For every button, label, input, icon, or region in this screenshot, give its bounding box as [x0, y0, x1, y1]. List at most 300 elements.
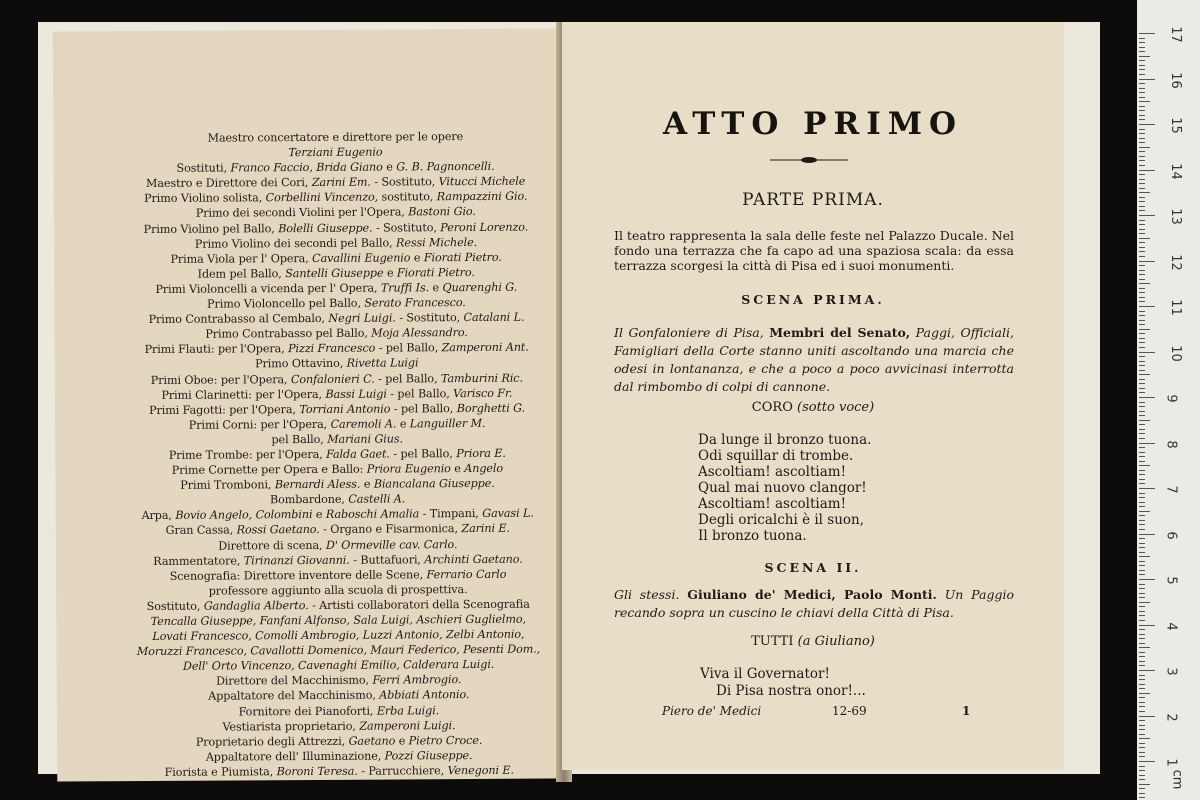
ruler-tick [1139, 320, 1145, 321]
text-run: Dell' Orto Vincenzo, Cavenaghi Emilio, Calderara Luigi. [182, 658, 495, 674]
ruler-tick [1139, 474, 1145, 475]
ruler-tick [1139, 656, 1145, 657]
text-run: Rammentatore, [153, 554, 244, 568]
left-page [53, 28, 568, 781]
ruler-tick [1139, 443, 1155, 444]
ruler-tick [1139, 634, 1145, 635]
text-run: Primi Clarinetti: per l'Opera, [161, 387, 326, 402]
verse-line: Viva il Governator! [700, 666, 830, 682]
ruler-tick [1139, 83, 1145, 84]
text-run: Prima Viola per l' Opera, [170, 251, 313, 266]
ruler-tick [1139, 220, 1145, 221]
ruler-number: 3 [1163, 667, 1179, 676]
verse-line: Odi squillar di trombe. [698, 448, 854, 464]
text-run: - pel Ballo, [386, 386, 454, 401]
ruler-tick [1139, 547, 1145, 548]
ruler-tick [1139, 797, 1145, 798]
ruler-tick [1139, 611, 1145, 612]
scene-heading-1: SCENA PRIMA. [741, 292, 885, 307]
text-run: Borghetti G. [456, 401, 526, 415]
text-run: pel Ballo, [271, 432, 328, 447]
text-run: Primi Tromboni, [180, 478, 275, 492]
ruler-tick [1139, 201, 1145, 202]
ruler-tick [1139, 283, 1150, 284]
ruler-tick [1139, 197, 1145, 198]
text-run: - pel Ballo, [374, 371, 442, 386]
credit-line [116, 279, 556, 297]
ruler-tick [1139, 124, 1155, 125]
tutti-verse [700, 666, 866, 700]
ruler-tick [1139, 397, 1155, 398]
ruler-number: 5 [1163, 576, 1179, 585]
text-run: Truffi Is. [380, 281, 430, 295]
text-run: Mariani Gius. [327, 432, 403, 446]
ruler-tick [1139, 675, 1145, 676]
ruler-tick [1139, 119, 1145, 120]
ruler-tick [1139, 106, 1145, 107]
ruler-tick [1139, 602, 1150, 603]
ruler-tick [1139, 215, 1155, 216]
credit-line [116, 249, 556, 267]
ruler-tick [1139, 156, 1145, 157]
ruler-number: 11 [1167, 299, 1183, 316]
ruler-tick [1139, 679, 1145, 680]
ruler-tick [1139, 210, 1145, 211]
ruler-number: 1 [1163, 758, 1179, 767]
ruler-tick [1139, 165, 1145, 166]
ruler-tick [1139, 188, 1145, 189]
scene-2-description [614, 586, 1014, 622]
ruler-tick [1139, 716, 1155, 717]
ruler-tick [1139, 224, 1145, 225]
ruler-tick [1139, 684, 1145, 685]
text-run: Bastoni Gio. [408, 205, 476, 219]
text-run: Primi Corni: per l'Opera, [188, 417, 331, 432]
credit-line [118, 521, 558, 539]
ruler-tick [1139, 379, 1145, 380]
ruler-tick [1139, 56, 1150, 57]
ruler-tick [1139, 392, 1145, 393]
ruler-tick [1139, 297, 1145, 298]
text-run: Gandaglia Alberto. [203, 598, 309, 613]
text-run: e [382, 160, 397, 174]
text-run: - Parrucchiere, [357, 764, 448, 778]
ruler-number: 16 [1167, 71, 1183, 89]
text-run: Angelo [464, 461, 504, 476]
ruler-tick [1139, 483, 1145, 484]
text-run: e [383, 266, 397, 280]
ruler-tick [1139, 788, 1145, 789]
ruler-tick [1139, 338, 1145, 339]
text-run: - Organo e Fisarmonica, [319, 522, 462, 537]
ruler-tick [1139, 665, 1145, 666]
ruler-tick [1139, 38, 1145, 39]
ruler-tick [1139, 524, 1145, 525]
ruler-tick [1139, 229, 1145, 230]
ruler-tick [1139, 233, 1145, 234]
text-run: Pizzi Francesco [288, 341, 376, 356]
ruler-tick [1139, 479, 1145, 480]
ruler-tick [1139, 133, 1145, 134]
ruler-tick [1139, 97, 1145, 98]
verse-line: Degli oricalchi è il suon, [698, 512, 865, 528]
text-run: Catalani L. [463, 310, 525, 325]
ruler-tick [1139, 725, 1145, 726]
ruler-tick [1139, 92, 1145, 93]
text-run: Vitucci Michele [438, 174, 526, 189]
ruler-tick [1139, 779, 1145, 780]
credit-line [117, 340, 557, 358]
ruler-tick [1139, 565, 1145, 566]
ruler-number: 12 [1167, 253, 1183, 271]
ruler-tick [1139, 129, 1145, 130]
text-run: Pozzi Giuseppe. [384, 748, 473, 763]
text-run: Bovio Angelo, Colombini [175, 508, 313, 523]
right-page [562, 22, 1064, 770]
scene-1-description [614, 324, 1014, 396]
text-run: Ferrario Carlo [426, 567, 507, 582]
credit-line [117, 476, 557, 494]
text-run: Fornitore dei Pianoforti, [238, 704, 377, 719]
text-run: Moruzzi Francesco, Cavallotti Domenico, Mauri Federico, Pesenti Dom., [136, 642, 541, 659]
text-run: Peroni Lorenzo. [440, 220, 529, 234]
ruler-tick [1139, 493, 1145, 494]
text-run: Sostituto, [146, 599, 204, 613]
ruler-tick [1139, 643, 1145, 644]
text-run: Primi Fagotti: per l'Opera, [149, 402, 300, 417]
act-title: ATTO PRIMO [662, 106, 964, 142]
ruler-tick [1139, 279, 1145, 280]
ruler-tick [1139, 761, 1155, 762]
ruler-tick [1139, 179, 1145, 180]
ruler-tick [1139, 720, 1145, 721]
credit-line [119, 762, 559, 780]
ruler-tick [1139, 520, 1145, 521]
text-run: Bassi Luigi [325, 387, 387, 401]
tutti-speaker: TUTTI (a Giuliano) [751, 634, 875, 649]
text-run: Primo Violino dei secondi pel Ballo, [194, 236, 397, 251]
ruler-number: 13 [1167, 208, 1183, 225]
ruler-tick [1139, 170, 1155, 171]
ruler-number: 10 [1167, 344, 1183, 362]
text-run: Fiorati Pietro. [423, 250, 502, 265]
ruler-tick [1139, 238, 1150, 239]
verse-line: Di Pisa nostra onor!... [716, 683, 866, 699]
ruler-tick [1139, 406, 1145, 407]
footer-sheet-number: 1 [962, 704, 971, 718]
text-run: - Artisti collaboratori della Scenografia [308, 597, 530, 612]
ruler-tick [1139, 324, 1145, 325]
text-run: Quarenghi G. [442, 280, 518, 295]
text-run: Proprietario degli Attrezzi, [195, 734, 349, 749]
ruler-tick [1139, 69, 1145, 70]
text-run: sostituto, [378, 190, 437, 204]
ruler-number: 15 [1167, 117, 1183, 134]
ruler-tick [1139, 438, 1145, 439]
text-run: Archinti Gaetano. [424, 552, 523, 566]
ruler-tick [1139, 570, 1145, 571]
text-run: Erba Luigi. [376, 703, 440, 718]
ruler-tick [1139, 265, 1145, 266]
text-run: Venegoni E. [447, 763, 514, 778]
ruler-tick [1139, 784, 1150, 785]
ruler-tick [1139, 306, 1155, 307]
text-run: Terziani Eugenio [288, 145, 383, 160]
text-run: Torriani Antonio [299, 402, 391, 416]
ruler-tick [1139, 370, 1145, 371]
ruler-tick [1139, 329, 1150, 330]
ruler-tick [1139, 706, 1145, 707]
text-run: Confalonieri C. [290, 372, 375, 386]
ruler-tick [1139, 110, 1145, 111]
text-run: Maestro e Direttore dei Cori, [145, 176, 312, 191]
text-run: Corbellini Vincenzo, [265, 190, 379, 205]
credit-line [118, 566, 558, 584]
ruler-tick [1139, 615, 1145, 616]
ruler-tick [1139, 693, 1150, 694]
ruler-tick [1139, 597, 1145, 598]
text-run: Appaltatore del Macchinismo, [208, 689, 380, 704]
ruler-tick [1139, 183, 1145, 184]
chorus-speaker: CORO (sotto voce) [751, 400, 875, 415]
ruler-tick [1139, 424, 1145, 425]
ruler-tick [1139, 511, 1150, 512]
ruler-number: 6 [1163, 530, 1179, 540]
text-run: Moja Alessandro. [371, 326, 468, 340]
text-run: Tencalla Giuseppe, Fanfani Alfonso, Sala Luigi, Aschieri Guglielmo, [150, 612, 526, 628]
ruler-tick [1139, 160, 1145, 161]
ruler-tick [1139, 356, 1145, 357]
ruler-tick [1139, 51, 1145, 52]
ruler-tick [1139, 506, 1145, 507]
ruler-tick [1139, 402, 1145, 403]
text-run: e [360, 477, 374, 491]
text-run: Rivetta Luigi [346, 356, 419, 371]
ruler-tick [1139, 538, 1145, 539]
text-run: Lovati Francesco, Comolli Ambrogio, Luzzi Antonio, Zelbi Antonio, [152, 627, 525, 644]
text-run: Zamperoni Luigi. [359, 718, 456, 733]
ruler-tick [1139, 670, 1155, 671]
ruler-number: 8 [1163, 439, 1179, 449]
text-run: Caremoli A. [330, 417, 397, 431]
text-run: e [395, 734, 409, 748]
ruler-tick [1139, 301, 1145, 302]
credit-line [117, 400, 557, 418]
ruler-tick [1139, 766, 1145, 767]
ruler-tick [1139, 352, 1155, 353]
text-run: Primo dei secondi Violini per l'Opera, [195, 205, 409, 221]
text-run: Un Paggio recando sopra un cuscino le chiavi della Città di Pisa. [614, 587, 1014, 620]
text-run: Primi Oboe: per l'Opera, [150, 372, 291, 387]
text-run: Serato Francesco. [364, 296, 466, 310]
text-run: Rampazzini Gio. [436, 190, 528, 204]
text-run: Biancalana Giuseppe. [373, 477, 495, 491]
text-run: Direttore di scena, [218, 538, 326, 553]
ruler-tick [1139, 147, 1150, 148]
ruler-tick [1139, 729, 1145, 730]
text-run: Pietro Croce. [408, 733, 483, 748]
ruler-tick [1139, 206, 1145, 207]
credits-list [115, 128, 559, 780]
text-run: Gavasi L. [482, 506, 534, 521]
ruler-tick [1139, 770, 1145, 771]
text-run: Primo Ottavino, [255, 357, 347, 371]
measuring-ruler [1137, 0, 1200, 800]
ruler-number: 2 [1163, 712, 1179, 722]
text-run: Rossi Gaetano. [236, 523, 320, 537]
credit-line [116, 310, 556, 328]
ruler-tick [1139, 543, 1145, 544]
ruler-tick [1139, 747, 1145, 748]
text-run: e [396, 417, 410, 431]
ruler-tick [1139, 552, 1145, 553]
text-run: Direttore del Macchinismo, [216, 673, 373, 688]
text-run: Fiorista e Piumista, [164, 765, 277, 779]
ruler-tick [1139, 738, 1150, 739]
text-run: Zarini Em. [311, 175, 371, 190]
text-run: Bombardone, [269, 493, 349, 507]
text-run [937, 587, 945, 602]
ruler-tick [1139, 593, 1145, 594]
ruler-tick [1139, 497, 1145, 498]
ruler-tick [1139, 420, 1150, 421]
text-run: Primo Violoncello pel Ballo, [206, 296, 365, 311]
ruler-tick [1139, 247, 1145, 248]
text-run: Languiller M. [409, 416, 486, 431]
ruler-number: 9 [1163, 394, 1179, 403]
ruler-tick [1139, 274, 1145, 275]
ruler-tick [1139, 556, 1150, 557]
text-run: Primo Contrabasso pel Ballo, [205, 326, 372, 341]
ruler-tick [1139, 261, 1155, 262]
ruler-tick [1139, 711, 1145, 712]
ruler-tick [1139, 292, 1145, 293]
ruler-tick [1139, 383, 1145, 384]
ruler-tick [1139, 138, 1145, 139]
ruler-tick [1139, 502, 1145, 503]
text-run: Primo Violino solista, [144, 191, 266, 206]
text-run: - Sostituto, [370, 175, 439, 189]
ruler-tick [1139, 411, 1145, 412]
text-run: Membri del Senato, [769, 325, 911, 340]
ruler-tick [1139, 743, 1145, 744]
text-run: Vestiarista proprietario, [222, 719, 360, 734]
ruler-tick [1139, 65, 1145, 66]
ruler-tick [1139, 270, 1145, 271]
text-run: Santelli Giuseppe [285, 266, 384, 280]
text-run: Arpa, [141, 509, 176, 523]
ruler-number: 14 [1167, 162, 1183, 180]
ruler-tick [1139, 142, 1145, 143]
text-run: - Buttafuori, [349, 552, 425, 567]
text-run: - pel Ballo, [390, 401, 457, 416]
ruler-tick [1139, 470, 1145, 471]
ruler-tick [1139, 534, 1155, 535]
ruler-tick [1139, 461, 1145, 462]
ruler-tick [1139, 638, 1145, 639]
ruler-tick [1139, 256, 1145, 257]
ruler-unit: cm [1169, 769, 1185, 790]
text-run: Priora Eugenio [366, 462, 451, 476]
text-run: Gran Cassa, [165, 523, 237, 538]
ruler-tick [1139, 60, 1145, 61]
ruler-tick [1139, 775, 1145, 776]
scene-heading-2: SCENA II. [764, 560, 862, 575]
ruler-tick [1139, 529, 1145, 530]
ruler-tick [1139, 47, 1145, 48]
ruler-tick [1139, 488, 1155, 489]
ornament-divider-icon [770, 156, 848, 164]
text-run: Ferri Ambrogio. [372, 673, 462, 687]
verse-line: Ascoltiam! ascoltiam! [698, 496, 846, 512]
text-run: Zarini E. [461, 522, 510, 536]
text-run: Varisco Fr. [453, 386, 513, 400]
text-run: professore aggiunto alla scuola di prospettiva. [208, 582, 468, 598]
ruler-tick [1139, 465, 1150, 466]
ruler-tick [1139, 315, 1145, 316]
ruler-tick [1139, 647, 1150, 648]
text-run: Sostituti, [176, 161, 231, 175]
ruler-tick [1139, 456, 1145, 457]
ruler-tick [1139, 629, 1145, 630]
text-run: Negri Luigi. [328, 311, 396, 326]
ruler-tick [1139, 579, 1155, 580]
part-heading: PARTE PRIMA. [742, 190, 884, 210]
ruler-tick [1139, 101, 1150, 102]
text-run: Cavallini Eugenio [312, 251, 411, 265]
text-run: Maestro concertatore e direttore per le opere [207, 130, 464, 145]
text-run: Franco Faccio, Brida Giano [230, 160, 383, 175]
ruler-tick [1139, 515, 1145, 516]
text-run: Falda Gaet. [326, 447, 390, 461]
text-run: D' Ormeville cav. Carlo. [325, 537, 458, 552]
ruler-tick [1139, 311, 1145, 312]
text-run: Boroni Teresa. [276, 764, 358, 779]
chorus-verse [698, 432, 871, 544]
text-run: - pel Ballo, [375, 341, 442, 355]
text-run: Gli stessi. [614, 587, 680, 602]
text-run: - pel Ballo, [389, 447, 457, 461]
ruler-tick [1139, 288, 1145, 289]
text-run: Prime Cornette per Opera e Ballo: [171, 462, 367, 477]
ruler-number: 17 [1167, 26, 1183, 43]
text-run: Scenografia: Direttore inventore delle Scene, [169, 568, 427, 583]
ruler-tick [1139, 347, 1145, 348]
footer-signature: 12-69 [832, 704, 867, 718]
ruler-tick [1139, 429, 1145, 430]
ruler-tick [1139, 74, 1145, 75]
ruler-tick [1139, 793, 1145, 794]
text-run: - Timpani, [419, 507, 483, 521]
verse-line: Da lunge il bronzo tuona. [698, 432, 872, 448]
text-run: Abbiati Antonio. [379, 688, 470, 703]
text-run: Primo Violino pel Ballo, [143, 221, 279, 236]
text-run: Primi Violoncelli a vicenda per l' Opera, [155, 281, 381, 296]
ruler-tick [1139, 361, 1145, 362]
credit-line [116, 219, 556, 237]
text-run: e [410, 251, 424, 265]
ruler-tick [1139, 688, 1145, 689]
text-run: e [450, 462, 465, 476]
text-run: Ressi Michele. [395, 235, 478, 250]
text-run: Priora E. [456, 446, 506, 461]
ruler-tick [1139, 192, 1150, 193]
text-run: Raboschi Amalia [325, 507, 420, 522]
ruler-tick [1139, 697, 1145, 698]
text-run: Idem pel Ballo, [197, 266, 286, 281]
ruler-tick [1139, 88, 1145, 89]
ruler-tick [1139, 415, 1145, 416]
